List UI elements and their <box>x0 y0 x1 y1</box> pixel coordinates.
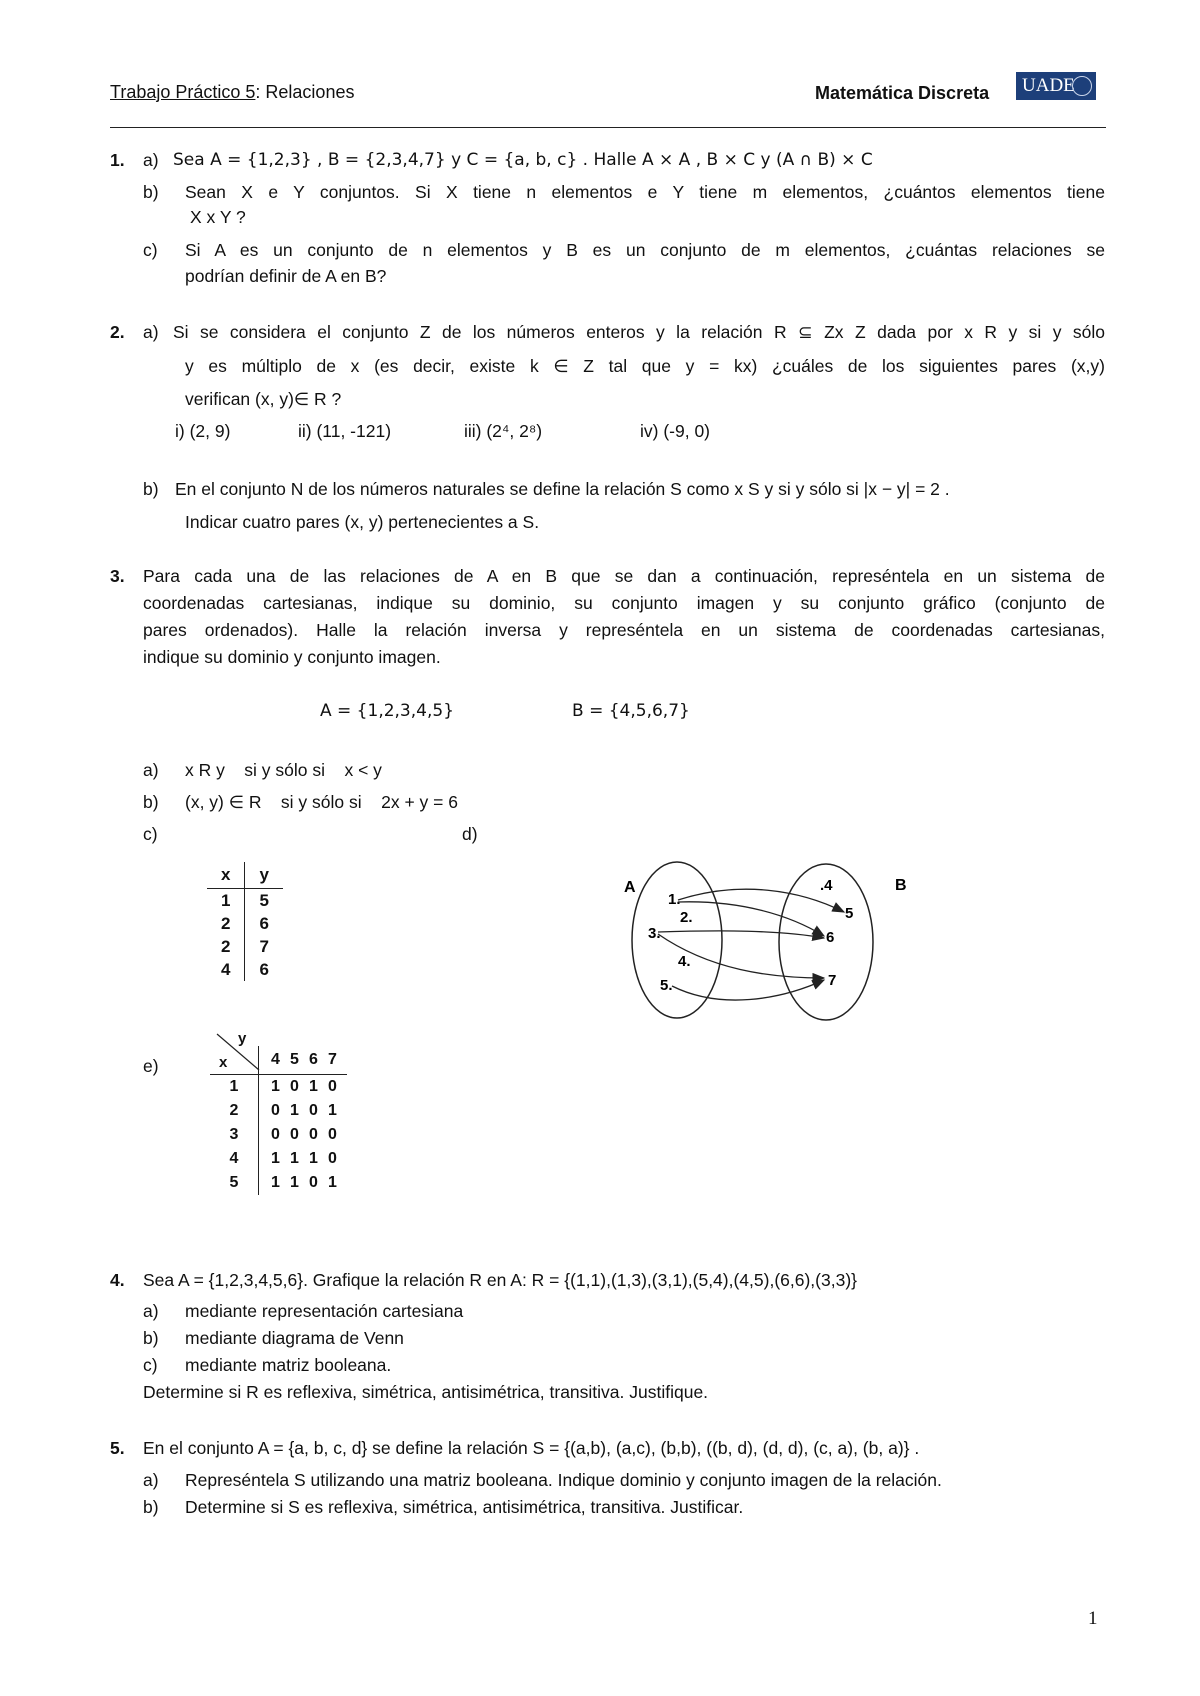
venn-set-a-ellipse <box>632 862 722 1018</box>
matrix-col-header: 7 <box>323 1046 347 1075</box>
ex4-intro: Sea A = {1,2,3,4,5,6}. Grafique la relación R en A: R = {(1,1),(1,3),(3,1),(5,4),(4,5),(6,6),(3,3)} <box>143 1270 857 1290</box>
uade-logo <box>1016 72 1096 100</box>
ex2-pair-2: ii) (11, -121) <box>298 421 392 441</box>
matrix-cell: 1 <box>328 1174 337 1191</box>
ex5-b-label: b) <box>143 1497 159 1517</box>
matrix-corner-x: x <box>219 1054 228 1071</box>
ex1-a-label: a) <box>143 150 159 170</box>
matrix-cell: 0 <box>290 1078 299 1095</box>
matrix-row <box>210 1123 347 1147</box>
venn-label-b: B <box>895 877 907 894</box>
table-row <box>207 912 283 935</box>
venn-a-element: 1. <box>668 891 681 908</box>
table-cell: 5 <box>259 890 269 910</box>
ex2-a-line1: Si se considera el conjunto Z de los números enteros y la relación R ⊆ Zx Z dada por x R y si y sólo <box>173 322 1105 342</box>
table-row <box>207 958 283 981</box>
ex3-d-label: d) <box>462 824 478 844</box>
table-cell: 1 <box>207 889 245 913</box>
header-divider <box>110 127 1106 128</box>
matrix-cell: 0 <box>271 1126 280 1143</box>
ex5-intro: En el conjunto A = {a, b, c, d} se define la relación S = {(a,b), (a,c), (b,b), ((b, d), (d, d), (c, a), (b, a)} . <box>143 1438 920 1458</box>
venn-arrow-5-7 <box>672 980 824 1000</box>
ex3-a-text: x R y si y sólo si x < y <box>185 760 382 780</box>
matrix-cell: 0 <box>328 1078 337 1095</box>
ex5-b-text: Determine si S es reflexiva, simétrica, antisimétrica, transitiva. Justificar. <box>185 1497 744 1517</box>
logo-text: UADE <box>1022 75 1075 96</box>
ex4-outro: Determine si R es reflexiva, simétrica, antisimétrica, transitiva. Justifique. <box>143 1382 709 1402</box>
matrix-row <box>210 1171 347 1195</box>
ex3-a-label: a) <box>143 760 159 780</box>
matrix-cell: 0 <box>309 1102 318 1119</box>
matrix-row <box>210 1075 347 1100</box>
ex2-a-line3: verifican (x, y)∈ R ? <box>185 389 342 409</box>
matrix-cell: 1 <box>290 1102 299 1119</box>
ex5-a-text: Represéntela S utilizando una matriz booleana. Indique dominio y conjunto imagen de la relación. <box>185 1470 942 1490</box>
table-c-header-x: x <box>207 862 245 889</box>
venn-b-element: 5 <box>845 905 854 922</box>
ex3-matrix-e <box>210 1046 347 1195</box>
matrix-row-header: 1 <box>210 1075 259 1100</box>
matrix-cell: 1 <box>328 1102 337 1119</box>
ex2-b-line2: Indicar cuatro pares (x, y) pertenecientes a S. <box>185 512 540 532</box>
ex4-a-label: a) <box>143 1301 159 1321</box>
ex2-b-label: b) <box>143 479 159 499</box>
ex3-line1: Para cada una de las relaciones de A en B que se dan a continuación, represéntela en un sistema de <box>143 566 1105 586</box>
matrix-col-header: 5 <box>285 1046 304 1075</box>
ex3-b-label: b) <box>143 792 159 812</box>
matrix-cell: 0 <box>309 1126 318 1143</box>
table-cell: 2 <box>207 935 245 958</box>
matrix-row <box>210 1099 347 1123</box>
course-name: Matemática Discreta <box>815 83 990 103</box>
matrix-cell: 0 <box>328 1150 337 1167</box>
ex1-c-line1: Si A es un conjunto de n elementos y B es un conjunto de m elementos, ¿cuántas relaciones se <box>185 240 1105 260</box>
matrix-cell: 1 <box>271 1174 280 1191</box>
ex3-c-label: c) <box>143 824 158 844</box>
ex1-c-line2: podrían definir de A en B? <box>185 266 387 286</box>
ex3-b-text: (x, y) ∈ R si y sólo si 2x + y = 6 <box>185 792 458 812</box>
ex4-a-text: mediante representación cartesiana <box>185 1301 464 1321</box>
ex2-number: 2. <box>110 322 125 342</box>
ex3-set-b: B = {4,5,6,7} <box>572 701 690 721</box>
matrix-cell: 1 <box>290 1150 299 1167</box>
matrix-cell: 0 <box>290 1126 299 1143</box>
matrix-corner-y: y <box>238 1030 247 1047</box>
ex1-b-label: b) <box>143 182 159 202</box>
venn-b-element: .4 <box>820 877 833 894</box>
matrix-cell: 1 <box>271 1150 280 1167</box>
table-c-header-y: y <box>245 862 283 889</box>
ex3-venn-diagram <box>600 860 930 1030</box>
matrix-cell: 0 <box>309 1174 318 1191</box>
matrix-cell: 1 <box>290 1174 299 1191</box>
matrix-cell: 1 <box>309 1078 318 1095</box>
ex1-b-line1: Sean X e Y conjuntos. Si X tiene n elementos e Y tiene m elementos, ¿cuántos elementos tiene <box>185 182 1105 202</box>
table-cell: 6 <box>259 913 269 933</box>
ex3-e-label: e) <box>143 1056 159 1076</box>
globe-icon <box>1072 76 1092 96</box>
ex3-line2: coordenadas cartesianas, indique su dominio, su conjunto imagen y su conjunto gráfico (conjunto de <box>143 593 1105 613</box>
table-row <box>207 889 283 913</box>
ex3-number: 3. <box>110 566 125 586</box>
ex4-c-text: mediante matriz booleana. <box>185 1355 392 1375</box>
document-title <box>110 82 354 103</box>
matrix-row-header: 4 <box>210 1147 259 1171</box>
ex1-number: 1. <box>110 150 125 170</box>
title-underlined: Trabajo Práctico 5 <box>110 82 256 102</box>
matrix-row-header: 5 <box>210 1171 259 1195</box>
ex2-pair-4: iv) (-9, 0) <box>640 421 710 441</box>
ex3-line4: indique su dominio y conjunto imagen. <box>143 647 441 667</box>
table-cell: 7 <box>259 936 269 956</box>
ex3-set-a: A = {1,2,3,4,5} <box>320 701 455 721</box>
matrix-cell: 0 <box>328 1126 337 1143</box>
venn-a-element: 4. <box>678 953 691 970</box>
ex1-b-line2: X x Y ? <box>190 207 246 227</box>
ex4-b-text: mediante diagrama de Venn <box>185 1328 404 1348</box>
matrix-cell: 0 <box>271 1102 280 1119</box>
matrix-col-header: 4 <box>259 1046 286 1075</box>
venn-b-element: 6 <box>826 929 835 946</box>
table-row <box>207 935 283 958</box>
ex4-b-label: b) <box>143 1328 159 1348</box>
table-cell: 6 <box>259 959 269 979</box>
ex5-number: 5. <box>110 1438 125 1458</box>
matrix-row-header: 3 <box>210 1123 259 1147</box>
table-cell: 4 <box>207 958 245 981</box>
ex2-a-line2: y es múltiplo de x (es decir, existe k ∈ Z tal que y = kx) ¿cuáles de los siguientes pares (x,y) <box>185 356 1105 376</box>
ex4-number: 4. <box>110 1270 125 1290</box>
table-cell: 2 <box>207 912 245 935</box>
ex1-a-text: Sea A = {1,2,3} , B = {2,3,4,7} y C = {a, b, c} . Halle A × A , B × C y (A ∩ B) × C <box>173 150 873 170</box>
ex2-pair-3: iii) (2⁴, 2⁸) <box>464 421 543 441</box>
venn-b-element: 7 <box>828 972 837 989</box>
ex2-b-line1: En el conjunto N de los números naturales se define la relación S como x S y si y sólo si |x − y| = 2 . <box>175 479 950 499</box>
ex5-a-label: a) <box>143 1470 159 1490</box>
ex3-line3: pares ordenados). Halle la relación inversa y represéntela en un sistema de coordenadas cartesianas, <box>143 620 1105 640</box>
matrix-cell: 1 <box>271 1078 280 1095</box>
page-number: 1 <box>1088 1608 1098 1629</box>
matrix-col-header: 6 <box>304 1046 323 1075</box>
venn-arrow-3-6 <box>658 931 824 938</box>
venn-a-element: 3. <box>648 925 661 942</box>
ex2-pair-1: i) (2, 9) <box>175 421 231 441</box>
ex4-c-label: c) <box>143 1355 158 1375</box>
ex3-table-c <box>207 862 283 981</box>
venn-label-a: A <box>624 879 636 896</box>
matrix-row-header: 2 <box>210 1099 259 1123</box>
venn-a-element: 5. <box>660 977 673 994</box>
ex2-a-label: a) <box>143 322 159 342</box>
title-rest: : Relaciones <box>255 82 355 102</box>
matrix-cell: 1 <box>309 1150 318 1167</box>
matrix-row <box>210 1147 347 1171</box>
ex1-c-label: c) <box>143 240 158 260</box>
venn-a-element: 2. <box>680 909 693 926</box>
